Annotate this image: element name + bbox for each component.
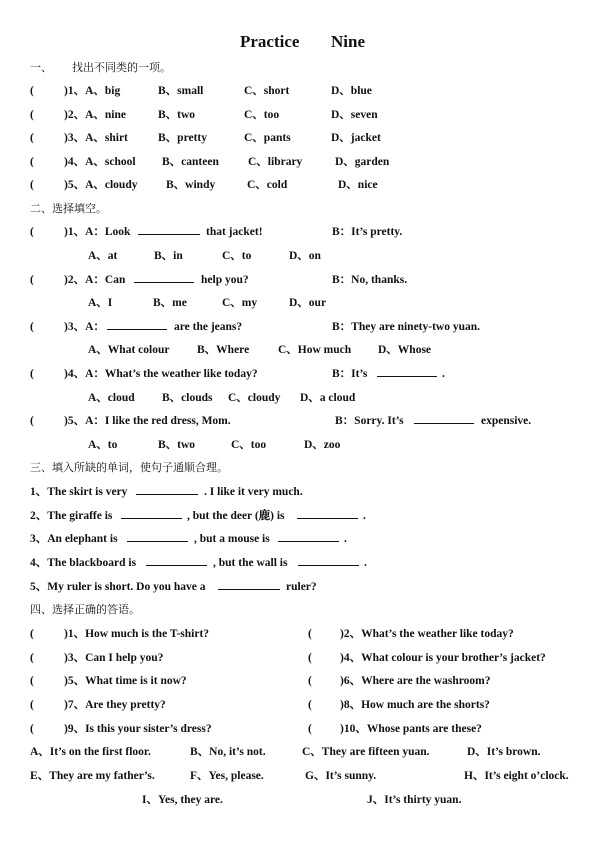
section1-heading: 一、 找出不同类的一项。 bbox=[30, 61, 171, 74]
answer-blank[interactable] bbox=[127, 529, 188, 542]
s2-options-4: A、cloud B、clouds C、cloudy D、a cloud bbox=[88, 392, 356, 404]
title-word-nine: Nine bbox=[331, 32, 365, 51]
answer-blank[interactable] bbox=[297, 506, 358, 519]
section4-heading: 四、选择正确的答语。 bbox=[30, 603, 140, 616]
answer-blank[interactable] bbox=[278, 529, 339, 542]
s4-row-3: ( )5、What time is it now? ( )6、Where are the washroom? bbox=[30, 675, 491, 687]
section3-heading: 三、填入所缺的单词，使句子通顺合理。 bbox=[30, 461, 228, 474]
s4-row-2: ( )3、Can I help you? ( )4、What colour is your brother’s jacket? bbox=[30, 652, 546, 664]
s4-answers-row-3: I、Yes, they are. J、It’s thirty yuan. bbox=[142, 794, 462, 806]
answer-blank[interactable] bbox=[134, 270, 194, 283]
s2-options-2: A、I B、me C、my D、our bbox=[88, 297, 327, 309]
s3-sentence-4: 4、The blackboard is , but the wall is . bbox=[0, 553, 600, 573]
s2-options-3: A、What colour B、Where C、How much D、Whose bbox=[88, 344, 432, 356]
answer-blank[interactable] bbox=[138, 222, 200, 235]
s1-question-1: ( )1、A、big B、small C、short D、blue bbox=[30, 85, 372, 97]
s4-answers-row-1: A、It’s on the first floor. B、No, it’s not. C、They are fifteen yuan. D、It’s brown. bbox=[30, 746, 541, 758]
s3-sentence-1: 1、The skirt is very . I like it very much. bbox=[0, 482, 600, 502]
s4-answers-row-2: E、They are my father’s. F、Yes, please. G、It’s sunny. H、It’s eight o’clock. bbox=[30, 770, 569, 782]
answer-blank[interactable] bbox=[218, 577, 280, 590]
answer-blank[interactable] bbox=[298, 553, 359, 566]
s2-question-3: ( )3、A： are the jeans? B：They are ninety-two yuan. bbox=[0, 317, 600, 337]
s1-question-4: ( )4、A、school B、canteen C、library D、garden bbox=[30, 156, 390, 168]
s2-question-2: ( )2、A：Can help you? B：No, thanks. bbox=[0, 270, 600, 290]
s1-question-5: ( )5、A、cloudy B、windy C、cold D、nice bbox=[30, 179, 378, 191]
s3-sentence-3: 3、An elephant is , but a mouse is . bbox=[0, 529, 600, 549]
answer-blank[interactable] bbox=[377, 364, 437, 377]
s2-question-1: ( )1、A：Look that jacket! B：It’s pretty. bbox=[0, 222, 600, 242]
answer-blank[interactable] bbox=[121, 506, 182, 519]
s2-question-5: ( )5、A：I like the red dress, Mom. B：Sorry. It’s expensive. bbox=[0, 411, 600, 431]
s1-question-2: ( )2、A、nine B、two C、too D、seven bbox=[30, 109, 378, 121]
s2-options-5: A、to B、two C、too D、zoo bbox=[88, 439, 341, 451]
page-title bbox=[0, 30, 600, 54]
answer-blank[interactable] bbox=[414, 411, 474, 424]
s3-sentence-5: 5、My ruler is short. Do you have a ruler? bbox=[0, 577, 600, 597]
s2-options-1: A、at B、in C、to D、on bbox=[88, 250, 321, 262]
title-word-practice: Practice bbox=[240, 32, 300, 51]
section2-heading: 二、选择填空。 bbox=[30, 202, 107, 215]
answer-blank[interactable] bbox=[146, 553, 207, 566]
s3-sentence-2: 2、The giraffe is , but the deer (鹿) is . bbox=[0, 506, 600, 526]
s4-row-1: ( )1、How much is the T-shirt? ( )2、What’s the weather like today? bbox=[30, 628, 514, 640]
s4-row-4: ( )7、Are they pretty? ( )8、How much are the shorts? bbox=[30, 699, 490, 711]
s1-question-3: ( )3、A、shirt B、pretty C、pants D、jacket bbox=[30, 132, 381, 144]
s4-row-5: ( )9、Is this your sister’s dress? ( )10、Whose pants are these? bbox=[30, 723, 482, 735]
answer-blank[interactable] bbox=[107, 317, 167, 330]
s2-question-4: ( )4、A：What’s the weather like today? B：It’s . bbox=[0, 364, 600, 384]
answer-blank[interactable] bbox=[136, 482, 198, 495]
